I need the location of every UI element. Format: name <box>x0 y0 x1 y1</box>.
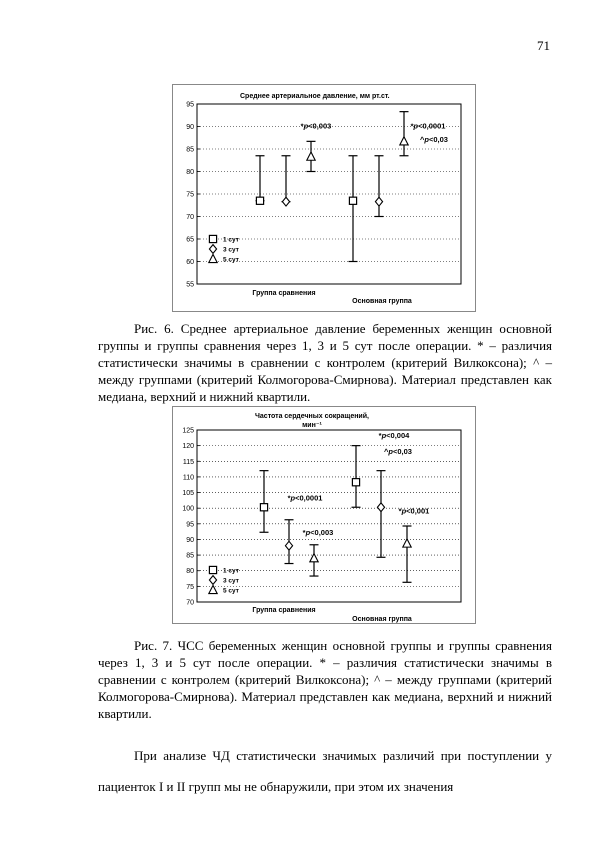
significance-label: *p<0,003 <box>300 121 332 131</box>
figure-6-caption <box>98 320 552 405</box>
y-tick-label: 85 <box>186 552 194 560</box>
median-marker-square <box>256 197 263 204</box>
group-label-main: Основная группа <box>352 298 412 305</box>
legend-marker-square <box>209 566 216 573</box>
y-tick-label: 75 <box>186 191 194 199</box>
figure-7-caption-text: Рис. 7. ЧСС беременных женщин основной группы и группы сравнения через 1, 3 и 5 сут после операции. * – различия статистически значимы в сравнении с контролем (критерий Вилкоксона); ^ – между группами (критерий Колмогорова-Смирнова). Материал представлен как медиана, верхний и нижний квартили. <box>98 638 552 721</box>
y-tick-label: 100 <box>182 505 194 513</box>
y-tick-label: 65 <box>186 236 194 244</box>
legend-label: 5 сут <box>223 587 239 595</box>
y-tick-label: 95 <box>186 521 194 529</box>
legend-label: 5 сут <box>223 256 239 264</box>
body-paragraph <box>98 740 552 802</box>
legend-marker-square <box>209 235 216 242</box>
y-tick-label: 55 <box>186 281 194 289</box>
group-label-comparison: Группа сравнения <box>252 607 316 614</box>
figure-heart-rate <box>172 406 476 624</box>
significance-label: *p<0,0001 <box>287 493 323 503</box>
group-label-comparison: Группа сравнения <box>252 290 316 297</box>
significance-label: *p<0,003 <box>302 528 334 538</box>
y-tick-label: 85 <box>186 146 194 154</box>
chart-title-line2: мин⁻¹ <box>302 422 322 429</box>
figure-7-caption <box>98 637 552 722</box>
figure-6-caption-text: Рис. 6. Среднее артериальное давление беременных женщин основной группы и группы сравнения через 1, 3 и 5 сут после операции. * – различия статистически значимы в сравнении с контролем (критерий Вилкоксона); ^ – между группами (критерий Колмогорова-Смирнова). Материал представлен как медиана, верхний и нижний квартили. <box>98 321 552 404</box>
y-tick-label: 70 <box>186 214 194 221</box>
y-tick-label: 110 <box>182 474 194 482</box>
significance-label: ^p<0,03 <box>420 134 448 144</box>
legend-label: 3 сут <box>223 246 239 254</box>
significance-label: ^p<0,03 <box>384 447 412 457</box>
y-tick-label: 120 <box>182 443 194 451</box>
group-label-main: Основная группа <box>352 616 412 623</box>
median-marker-square <box>349 197 356 204</box>
significance-label: *p<0,0001 <box>410 121 446 131</box>
significance-label: *p<0,001 <box>398 506 430 516</box>
figure-frame <box>173 407 476 624</box>
figure-mean-arterial-pressure <box>172 84 476 312</box>
legend-label: 1 сут <box>223 236 239 244</box>
chart-title: Частота сердечных сокращений, <box>255 413 369 420</box>
significance-label: *p<0,004 <box>378 430 410 440</box>
legend-label: 3 сут <box>223 577 239 585</box>
chart-title: Среднее артериальное давление, мм рт.ст. <box>240 93 390 100</box>
body-paragraph-text: При анализе ЧД статистически значимых различий при поступлении у пациенток I и II групп мы не обнаружили, при этом их значения <box>98 748 552 794</box>
y-tick-label: 90 <box>186 124 194 131</box>
y-tick-label: 95 <box>186 101 194 109</box>
median-marker-square <box>352 479 359 486</box>
median-marker-square <box>260 504 267 511</box>
y-tick-label: 70 <box>186 599 194 607</box>
y-tick-label: 105 <box>182 490 194 498</box>
y-tick-label: 75 <box>186 583 194 591</box>
figure-frame <box>173 85 476 312</box>
y-tick-label: 90 <box>186 536 194 544</box>
page-number: 71 <box>537 38 550 53</box>
y-tick-label: 125 <box>182 427 194 435</box>
legend-label: 1 сут <box>223 567 239 575</box>
y-tick-label: 60 <box>186 259 194 266</box>
y-tick-label: 80 <box>186 169 194 176</box>
y-tick-label: 80 <box>186 568 194 576</box>
y-tick-label: 115 <box>182 458 194 466</box>
